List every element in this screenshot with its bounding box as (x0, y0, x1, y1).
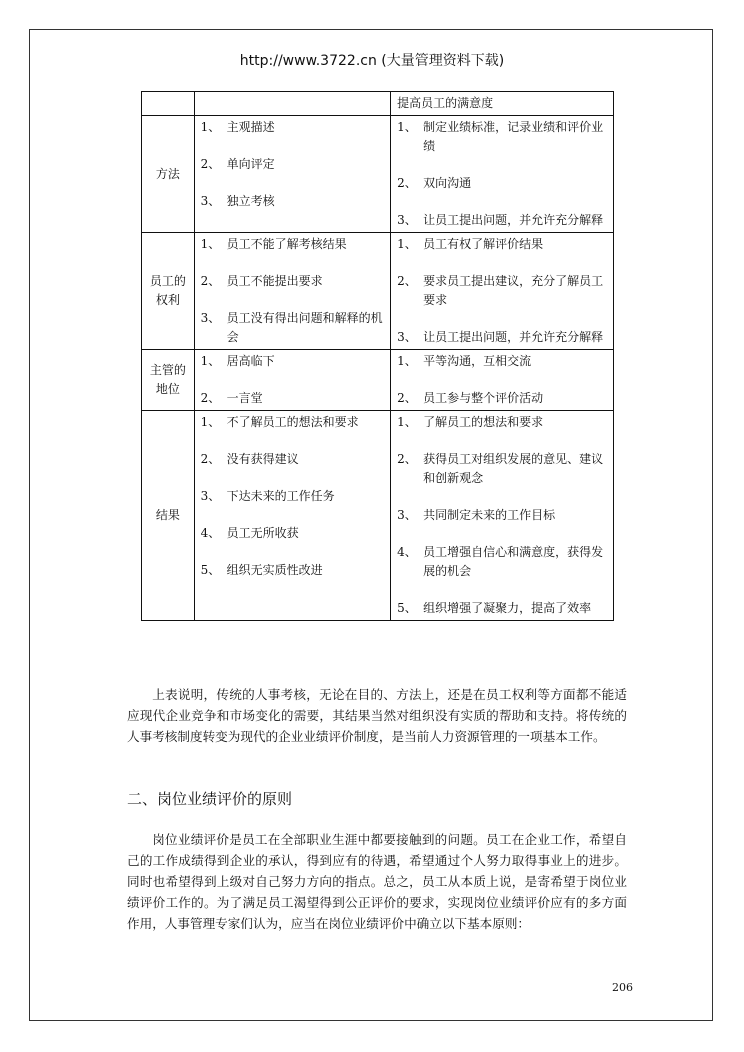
list-item-number: 4、 (200, 526, 221, 540)
list-item-text: 员工增强自信心和满意度，获得发展的机会 (423, 545, 604, 578)
list-item-number: 2、 (200, 391, 221, 405)
modern-cell (391, 233, 614, 350)
list-item-text: 制定业绩标准，记录业绩和评价业绩 (423, 120, 604, 153)
list-item-number: 3、 (397, 213, 417, 227)
list-item-number: 4、 (397, 545, 417, 559)
list-item (201, 309, 384, 347)
table-top-row (142, 92, 614, 116)
list-item-number: 2、 (200, 452, 221, 466)
list-item (397, 506, 607, 525)
list-item-number: 1、 (397, 415, 417, 429)
list-item-text: 共同制定未来的工作目标 (423, 508, 556, 522)
paragraph-principles: 岗位业绩评价是员工在全部职业生涯中都要接触到的问题。员工在企业工作，希望自己的工作成绩得到企业的承认，得到应有的待遇，希望通过个人努力取得事业上的进步。同时也希望得到上级对自己努力方向的指点。总之，员工从本质上说，是寄希望于岗位业绩评价工作的。为了满足员工渴望得到公正评价的要求，实现岗位业绩评价应有的多方面作用，人事管理专家们认为，应当在岗位业绩评价中确立以下基本原则： (127, 832, 627, 931)
list-item (201, 487, 384, 506)
list-item-number: 5、 (397, 601, 417, 615)
list-item-number: 1、 (200, 415, 221, 429)
list-item-text: 一言堂 (226, 391, 263, 405)
list-item-number: 1、 (397, 237, 417, 251)
list-item-number: 3、 (200, 311, 221, 325)
modern-cell (391, 350, 614, 411)
row-category: 方法 (142, 116, 195, 233)
list-item (201, 155, 384, 174)
traditional-cell (194, 116, 390, 233)
list-item-number: 3、 (200, 489, 221, 503)
list-item-text: 获得员工对组织发展的意见、建议和创新观念 (423, 452, 604, 485)
list-item-text: 没有获得建议 (226, 452, 299, 466)
list-item-text: 主观描述 (226, 120, 275, 134)
list-item (201, 450, 384, 469)
list-item (397, 328, 607, 347)
list-item (397, 174, 607, 193)
list-item-number: 1、 (200, 120, 221, 134)
list-item-text: 不了解员工的想法和要求 (226, 415, 359, 429)
list-item-text: 下达未来的工作任务 (226, 489, 335, 503)
list-item-text: 让员工提出问题，并允许充分解释 (423, 330, 604, 344)
list-item-number: 2、 (397, 391, 417, 405)
list-item-text: 员工无所收获 (226, 526, 299, 540)
list-item (201, 524, 384, 543)
section-title: 二、岗位业绩评价的原则 (127, 790, 293, 808)
list-item-number: 2、 (200, 157, 221, 171)
paragraph-summary: 上表说明，传统的人事考核，无论在目的、方法上，还是在员工权利等方面都不能适应现代企业竞争和市场变化的需要，其结果当然对组织没有实质的帮助和支持。将传统的人事考核制度转变为现代的企业业绩评价制度，是当前人力资源管理的一项基本工作。 (127, 687, 627, 744)
list-item (201, 561, 384, 580)
comparison-table (141, 91, 614, 621)
list-item-text: 员工不能提出要求 (226, 274, 323, 288)
row-category: 结果 (142, 411, 195, 621)
list-item (397, 352, 607, 371)
list-item (397, 389, 607, 408)
list-item (397, 543, 607, 581)
list-item-number: 1、 (200, 354, 221, 368)
list-item (201, 389, 384, 408)
list-item-text: 居高临下 (226, 354, 275, 368)
header-suffix: (大量管理资料下载) (376, 53, 505, 69)
list-item-number: 2、 (200, 274, 221, 288)
modern-cell (391, 116, 614, 233)
list-item-text: 组织无实质性改进 (226, 563, 323, 577)
table-row (142, 116, 614, 233)
list-item (201, 272, 384, 291)
header-link[interactable]: http://www.3722.cn (239, 53, 377, 69)
list-item-text: 让员工提出问题，并允许充分解释 (423, 213, 604, 227)
modern-cell (391, 411, 614, 621)
list-item-number: 2、 (397, 274, 417, 288)
list-item (397, 235, 607, 254)
traditional-cell (194, 411, 390, 621)
list-item (201, 235, 384, 254)
list-item-number: 3、 (200, 194, 221, 208)
page-number: 206 (612, 981, 633, 994)
list-item-number: 1、 (397, 354, 417, 368)
table-row (142, 233, 614, 350)
list-item (397, 599, 607, 618)
table-row (142, 411, 614, 621)
list-item-number: 3、 (397, 508, 417, 522)
list-item-text: 员工没有得出问题和解释的机会 (226, 311, 383, 344)
list-item (397, 272, 607, 310)
list-item-text: 员工参与整个评价活动 (423, 391, 544, 405)
list-item-text: 员工有权了解评价结果 (423, 237, 544, 251)
list-item-number: 3、 (397, 330, 417, 344)
list-item (397, 413, 607, 432)
list-item (397, 211, 607, 230)
table-cell-empty (194, 92, 390, 116)
page-header (0, 50, 744, 70)
list-item-number: 1、 (200, 237, 221, 251)
traditional-cell (194, 350, 390, 411)
list-item-number: 5、 (200, 563, 221, 577)
list-item-text: 了解员工的想法和要求 (423, 415, 544, 429)
list-item-text: 平等沟通，互相交流 (423, 354, 532, 368)
list-item-number: 2、 (397, 452, 417, 466)
list-item (397, 450, 607, 488)
list-item-text: 组织增强了凝聚力，提高了效率 (423, 601, 592, 615)
list-item (397, 118, 607, 156)
list-item-text: 员工不能了解考核结果 (226, 237, 347, 251)
list-item (201, 192, 384, 211)
list-item-text: 独立考核 (226, 194, 275, 208)
table-row (142, 350, 614, 411)
traditional-cell (194, 233, 390, 350)
list-item-text: 要求员工提出建议，充分了解员工要求 (423, 274, 604, 307)
row-category: 主管的地位 (142, 350, 195, 411)
list-item (201, 118, 384, 137)
table-cell-empty (142, 92, 195, 116)
list-item-number: 2、 (397, 176, 417, 190)
list-item-number: 1、 (397, 120, 417, 134)
list-item-text: 单向评定 (226, 157, 275, 171)
list-item (201, 352, 384, 371)
table-top-right-cell: 提高员工的满意度 (391, 92, 614, 116)
row-category: 员工的权利 (142, 233, 195, 350)
list-item-text: 双向沟通 (423, 176, 472, 190)
list-item (201, 413, 384, 432)
